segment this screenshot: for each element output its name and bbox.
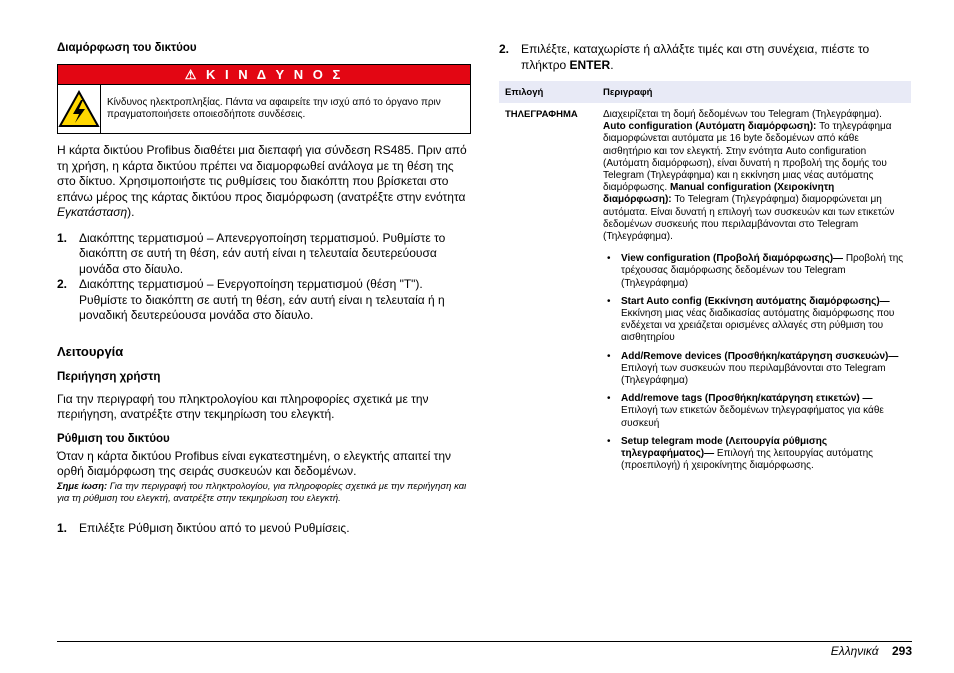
list-item <box>621 436 905 473</box>
table-cell-option: ΤΗΛΕΓΡΑΦΗΜΑ <box>505 109 578 120</box>
table-row <box>499 103 911 478</box>
list-item <box>621 253 905 290</box>
list-item <box>57 521 471 537</box>
bullet-text: Εκκίνηση μιας νέας διαδικασίας αυτόματης διαμόρφωσης που ενδέχεται να χρειάζεται ορισμένες αλλαγές στη ρύθμιση του αισθητηρίου <box>621 308 895 344</box>
danger-title: Κ Ι Ν Δ Υ Ν Ο Σ <box>206 67 344 82</box>
desc-part: Διαχειρίζεται τη δομή δεδομένων του Telegram (Τηλεγράφημα). <box>603 109 882 120</box>
bullet-title: Setup telegram mode (Λειτουργία ρύθμισης τηλεγραφήματος)— <box>621 435 828 460</box>
electric-shock-warning-icon <box>58 85 101 133</box>
desc-bold: Auto configuration (Αυτόματη διαμόρφωση): <box>603 121 817 133</box>
left-column <box>57 42 471 536</box>
list-item <box>57 231 471 278</box>
setup-steps <box>57 521 471 537</box>
list-item <box>621 393 905 430</box>
table-header-row <box>499 81 911 103</box>
footer <box>831 644 912 658</box>
table-header-option: Επιλογή <box>499 81 597 103</box>
note <box>57 481 471 505</box>
list-item <box>57 277 471 324</box>
right-column <box>499 42 912 478</box>
step-number: 2. <box>57 277 68 291</box>
note-text: Για την περιγραφή του πληκτρολογίου, για πληροφορίες σχετικά με την περιήγηση και για τη ρύθμιση του ελεγκτή, ανατρέξτε στην τεκμηρίωση του ελεγκτή. <box>57 480 467 504</box>
step-text-main: Επιλέξτε, καταχωρίστε ή αλλάξτε τιμές και στη συνέχεια, πιέστε το πλήκτρο <box>521 42 870 72</box>
table-cell-description <box>597 103 911 478</box>
desc-part: Το τηλεγράφημα διαμορφώνεται αυτόματα με 16 byte δεδομένων από κάθε αισθητήριο και τον ελεγκτή. Στην ενότητα Auto configuration (Αυτόματη διαμόρφωση), είναι δυνατή η προβολή της δομής του Telegram (Τηλεγράφημα) και η εκκίνηση μιας νέας αυτόματης διαμόρφωσης. <box>603 121 892 194</box>
heading-network-setup: Ρύθμιση του δικτύου <box>57 432 170 445</box>
bullet-title: Add/Remove devices (Προσθήκη/κατάργηση συσκευών)— <box>621 350 899 362</box>
bullet-title: View configuration (Προβολή διαμόρφωσης)— <box>621 253 844 265</box>
step-text: Διακόπτης τερματισμού – Απενεργοποίηση τερματισμού. Ρυθμίστε το διακόπτη σε αυτή τη θέση, εάν αυτή είναι η τελευταία δευτερεύουσα μονάδα στο δίαυλο. <box>79 230 446 276</box>
danger-body <box>58 84 470 133</box>
intro-ref: Εγκατάσταση <box>57 205 128 219</box>
section-operation: Λειτουργία <box>57 343 124 359</box>
intro-text: Η κάρτα δικτύου Profibus διαθέτει μια διεπαφή για σύνδεση RS485. Πριν από τη χρήση, η κάρτα δικτύου πρέπει να διαμορφωθεί ανάλογα με τη θέση της στο δίκτυο. Χρησιμοποιήστε τις ρυθμίσεις του διακόπτη που βρίσκεται στο επάνω μέρος της κάρτας δικτύου προς διαμόρφωση (ανατρέξτε στην ενότητα <box>57 143 467 204</box>
desc-bold: Manual configuration (Χειροκίνητη διαμόρφωση): <box>603 182 835 206</box>
right-steps <box>499 42 912 73</box>
step-text-end: . <box>610 57 614 72</box>
note-label: Σημε ίωση: <box>57 480 108 492</box>
footer-language: Ελληνικά <box>830 644 879 658</box>
table-header-description: Περιγραφή <box>597 81 911 103</box>
list-item <box>621 296 905 345</box>
step-number: 1. <box>57 230 68 245</box>
footer-divider <box>57 641 912 642</box>
setup-text: Όταν η κάρτα δικτύου Profibus είναι εγκατεστημένη, ο ελεγκτής απαιτεί την ορθή διαμόρφωση της σειράς συσκευών και δεδομένων. <box>57 448 452 478</box>
list-item <box>621 351 905 388</box>
step-text: Επιλέξτε Ρύθμιση δικτύου από το μενού Ρυθμίσεις. <box>79 520 350 535</box>
option-bullets <box>603 253 905 472</box>
list-item <box>499 42 912 73</box>
danger-text: Κίνδυνος ηλεκτροπληξίας. Πάντα να αφαιρείτε την ισχύ από το όργανο πριν πραγματοποιήσετε οποιεσδήποτε συνδέσεις. <box>107 97 441 120</box>
bullet-text: Επιλογή των συσκευών που περιλαμβάνονται στο Telegram (Τηλεγράφημα) <box>621 362 886 387</box>
danger-box <box>57 64 471 134</box>
heading-user-navigation: Περιήγηση χρήστη <box>57 370 161 383</box>
step-text: Διακόπτης τερματισμού – Ενεργοποίηση τερματισμού (θέση "T"). Ρυθμίστε το διακόπτη σε αυτή τη θέση, εάν αυτή είναι η τελευταία ή η μοναδική δευτερεύουσα μονάδα στο δίαυλο. <box>79 277 445 322</box>
bullet-text: Επιλογή των ετικετών δεδομένων τηλεγραφήματος για κάθε συσκευή <box>621 405 884 429</box>
enter-key-label: ENTER <box>569 57 611 72</box>
bullet-title: Add/remove tags (Προσθήκη/κατάργηση ετικετών) — <box>621 393 873 405</box>
step-number: 2. <box>499 42 510 56</box>
heading-network-config: Διαμόρφωση του δικτύου <box>57 42 197 54</box>
bullet-title: Start Auto config (Εκκίνηση αυτόματης διαμόρφωσης)— <box>621 295 890 307</box>
bullet-text: Επιλογή της λειτουργίας αυτόματης (προεπιλογή) ή χειροκίνητης διαμόρφωσης. <box>621 448 873 472</box>
intro-paragraph <box>57 143 471 221</box>
termination-steps <box>57 231 471 324</box>
navigation-text: Για την περιγραφή του πληκτρολογίου και πληροφορίες σχετικά με την περιήγηση, ανατρέξτε στην τεκμηρίωση του ελεγκτή. <box>57 391 429 421</box>
warning-triangle-icon: ⚠ <box>184 67 200 82</box>
options-table <box>499 81 911 478</box>
intro-end: ). <box>127 205 135 219</box>
page-number: 293 <box>891 644 912 658</box>
desc-part: Το Telegram (Τηλεγράφημα) διαμορφώνεται μη αυτόματα. Είναι δυνατή η επιλογή των συσκευών και των ετικετών δεδομένων συσκευής που περιλαμβάνονται στο Telegram (Τηλεγράφημα). <box>603 194 895 243</box>
step-text <box>521 42 912 73</box>
bullet-text: Προβολή της τρέχουσας διαμόρφωσης δεδομένων του Telegram (Τηλεγράφημα) <box>621 253 904 289</box>
danger-header <box>58 65 470 84</box>
step-number: 1. <box>57 520 68 535</box>
